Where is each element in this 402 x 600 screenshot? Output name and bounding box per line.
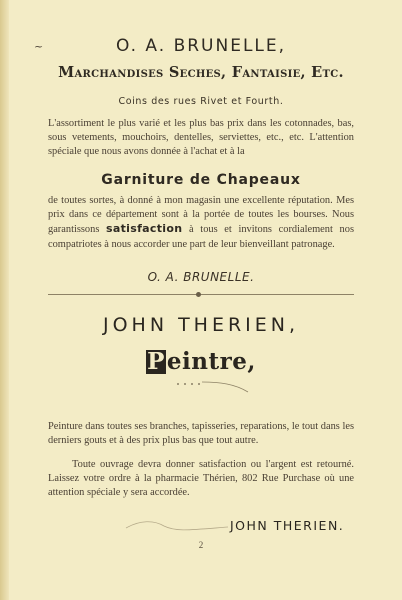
ad1-emphasis-satisfaction: satisfaction <box>106 222 183 236</box>
ad1-signature: O. A. BRUNELLE. <box>147 270 255 284</box>
advertiser-name-brunelle: O. A. BRUNELLE, <box>115 36 287 56</box>
advertiser-name-therien: JOHN THERIEN, <box>102 314 300 336</box>
ad1-paragraph-reputation <box>48 194 354 252</box>
trade-title-rest: eintre, <box>166 348 256 375</box>
advertiser-tagline: Marchandises Seches, Fantaisie, Etc. <box>58 64 344 81</box>
section-divider-rule <box>48 294 354 295</box>
page-number: 2 <box>198 540 204 550</box>
section-divider-dot <box>196 292 201 297</box>
ad1-heading-hats: Garniture de Chapeaux <box>101 172 301 188</box>
ad1-paragraph-text-b: à tous et invitons cordialement nos compatriotes à nous accorder une part de leur bienveillant patronage. <box>48 224 354 250</box>
ad2-paragraph-services: Peinture dans toutes ses branches, tapisseries, reparations, le tout dans les derniers gouts et à des prix plus bas que tout autre. <box>48 421 354 447</box>
ornamental-flourish <box>140 378 260 396</box>
ad1-paragraph-assortment: L'assortiment le plus varié et les plus bas prix dans les cotonnades, bas, sous vetements, mouchoirs, dentelles, serviettes, etc., etc. L'attention spéciale que nous avons donnée à l'achat et à la <box>48 118 354 158</box>
advertiser-trade-title <box>0 348 402 375</box>
corner-tick-mark: ~ <box>34 40 44 53</box>
ad2-signature: JOHN THERIEN. <box>230 518 345 533</box>
trade-drop-initial: P <box>147 348 165 375</box>
ad1-paragraph-text-a: de toutes sortes, à donné à mon magasin une excellente réputation. Mes prix dans ce département sont à la portée de toutes les bourses. Nous garantissons <box>48 195 354 236</box>
signature-swash <box>120 518 230 534</box>
page-binding-edge <box>0 0 9 600</box>
ad2-paragraph-guarantee: Toute ouvrage devra donner satisfaction ou l'argent est retourné. Laissez votre ordre à la pharmacie Thérien, 802 Rue Purchase où une attention spéciale y sera accordée. <box>48 459 354 499</box>
advertiser-address: Coins des rues Rivet et Fourth. <box>118 96 284 107</box>
